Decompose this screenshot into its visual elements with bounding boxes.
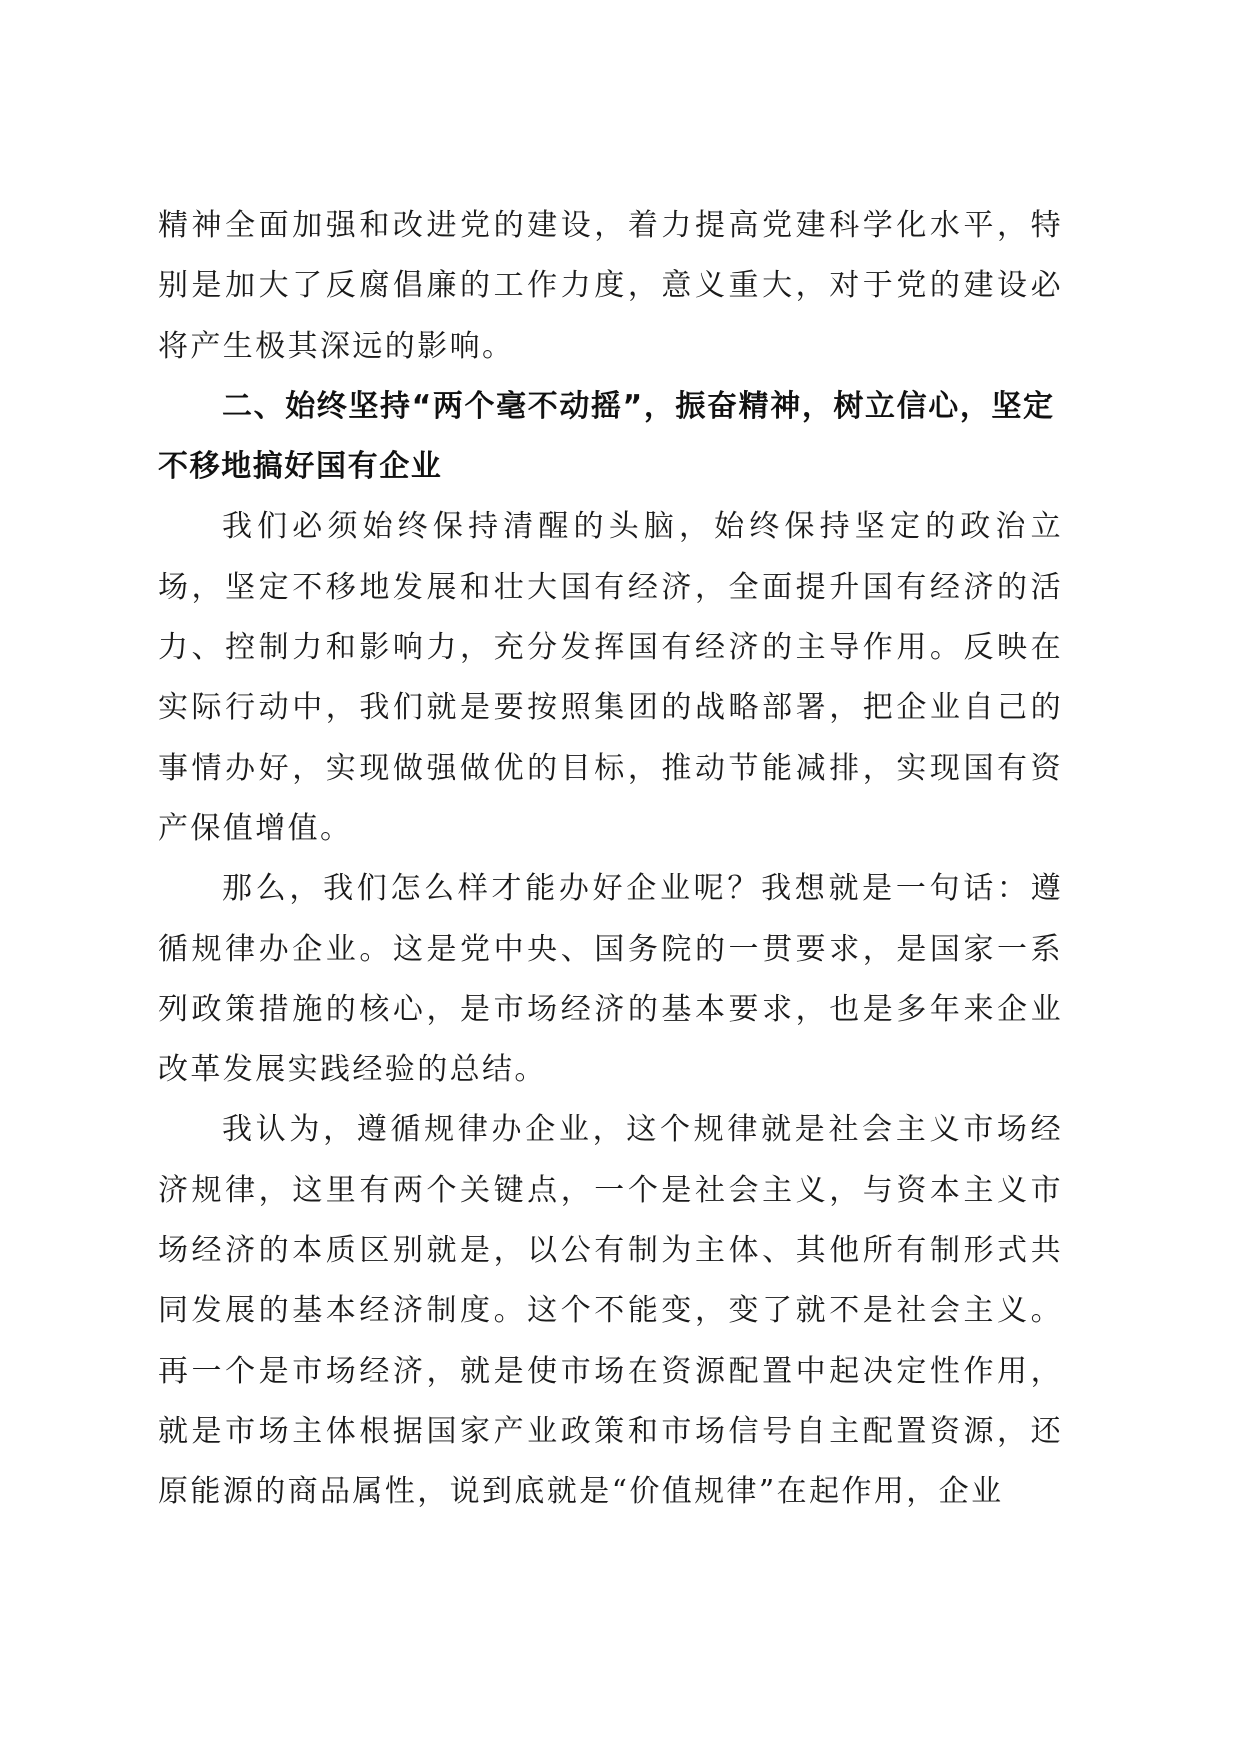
document-body	[158, 196, 1063, 1523]
paragraph-state-economy: 我们必须始终保持清醒的头脑，始终保持坚定的政治立场，坚定不移地发展和壮大国有经济，全面提升国有经济的活力、控制力和影响力，充分发挥国有经济的主导作用。反映在实际行动中，我们就是要按照集团的战略部署，把企业自己的事情办好，实现做强做优的目标，推动节能减排，实现国有资产保值增值。	[158, 509, 1063, 846]
paragraph-market-economy: 我认为，遵循规律办企业，这个规律就是社会主义市场经济规律，这里有两个关键点，一个是社会主义，与资本主义市场经济的本质区别就是，以公有制为主体、其他所有制形式共同发展的基本经济制度。这个不能变，变了就不是社会主义。再一个是市场经济，就是使市场在资源配置中起决定性作用，就是市场主体根据国家产业政策和市场信号自主配置资源，还原能源的商品属性，说到底就是“价值规律”在起作用，企业	[158, 1112, 1063, 1510]
paragraph-follow-rules: 那么，我们怎么样才能办好企业呢？我想就是一句话：遵循规律办企业。这是党中央、国务院的一贯要求，是国家一系列政策措施的核心，是市场经济的基本要求，也是多年来企业改革发展实践经验的总结。	[158, 871, 1063, 1088]
section-heading: 二、始终坚持“两个毫不动摇”，振奋精神，树立信心，坚定不移地搞好国有企业	[158, 388, 1055, 485]
paragraph-continuation: 精神全面加强和改进党的建设，着力提高党建科学化水平，特别是加大了反腐倡廉的工作力度，意义重大，对于党的建设必将产生极其深远的影响。	[158, 208, 1063, 364]
